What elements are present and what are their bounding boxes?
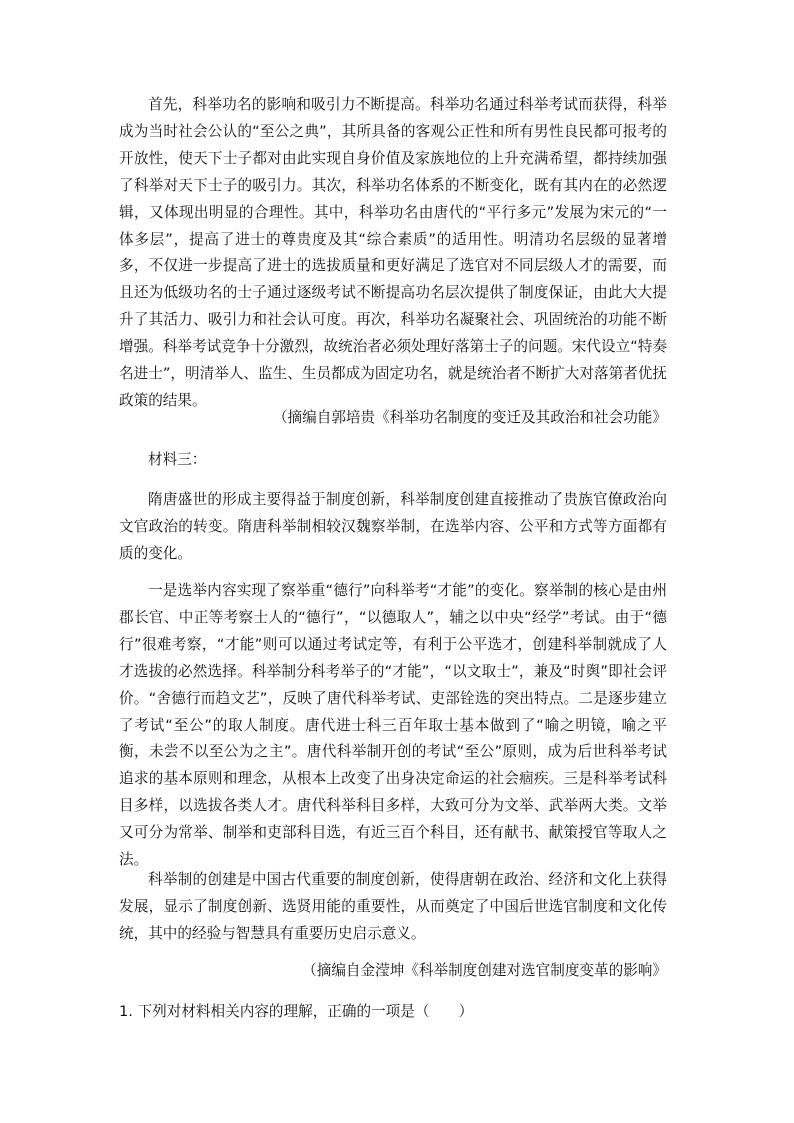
paragraph-2: 隋唐盛世的形成主要得益于制度创新，科举制度创建直接推动了贵族官僚政治向文官政治的转变。隋唐科举制相较汉魏察举制，在选举内容、公平和方式等方面都有质的变化。 [119, 491, 667, 562]
paragraph-3: 一是选举内容实现了察举重“德行”向科举考“才能”的变化。察举制的核心是由州郡长官、中正等考察士人的“德行”，“以德取人”，辅之以中央“经学”考试。由于“德行”很难考察，“才能”则可以通过考试定等，有利于公平选才，创建科举制就成了人才选拔的必然选择。科举制分科考举子的“才能”，“以文取士”，兼及“时舆”即社会评价。“舍德行而趋文艺”，反映了唐代科举考试、吏部铨选的突出特点。二是逐步建立了考试“至公”的取人制度。唐代进士科三百年取士基本做到了“喻之明镜，喻之平衡，未尝不以至公为之主”。唐代科举制开创的考试“至公”原则，成为后世科举考试追求的基本原则和理念，从根本上改变了出身决定命运的社会痼疾。三是科举考试科目多样，以选拔各类人才。唐代科举科目多样，大致可分为文举、武举两大类。文举又可分为常举、制举和吏部科目选，有近三百个科目，还有献书、献策授官等取人之法。 [119, 582, 667, 869]
material-three-label: 材料三： [148, 451, 207, 468]
source-citation-1: （摘编自郭培贵《科举功名制度的变迁及其政治和社会功能》 [272, 409, 667, 426]
question-1: 1. 下列对材料相关内容的理解，正确的一项是（ ） [119, 1003, 474, 1020]
paragraph-4: 科举制的创建是中国古代重要的制度创新，使得唐朝在政治、经济和文化上获得发展，显示了制度创新、选贤用能的重要性，从而奠定了中国后世选官制度和文化传统，其中的经验与智慧具有重要历史启示意义。 [119, 871, 667, 942]
source-citation-2: （摘编自金滢坤《科举制度创建对选官制度变革的影响》 [302, 962, 667, 979]
paragraph-1: 首先，科举功名的影响和吸引力不断提高。科举功名通过科举考试而获得，科举成为当时社会公认的“至公之典”，其所具备的客观公正性和所有男性良民都可报考的开放性，使天下士子都对由此实现自身价值及家族地位的上升充满希望，都持续加强了科举对天下士子的吸引力。其次，科举功名体系的不断变化，既有其内在的必然逻辑，又体现出明显的合理性。其中，科举功名由唐代的“平行多元”发展为宋元的“一体多层”，提高了进士的尊贵度及其“综合素质”的适用性。明清功名层级的显著增多，不仅进一步提高了进士的选拔质量和更好满足了选官对不同层级人才的需要，而且还为低级功名的士子通过逐级考试不断提高功名层次提供了制度保证，由此大大提升了其活力、吸引力和社会认可度。再次，科举功名凝聚社会、巩固统治的功能不断增强。科举考试竞争十分激烈，故统治者必须处理好落第士子的问题。宋代设立“特奏名进士”，明清举人、监生、生员都成为固定功名，就是统治者不断扩大对落第者优抚政策的结果。 [119, 96, 667, 409]
